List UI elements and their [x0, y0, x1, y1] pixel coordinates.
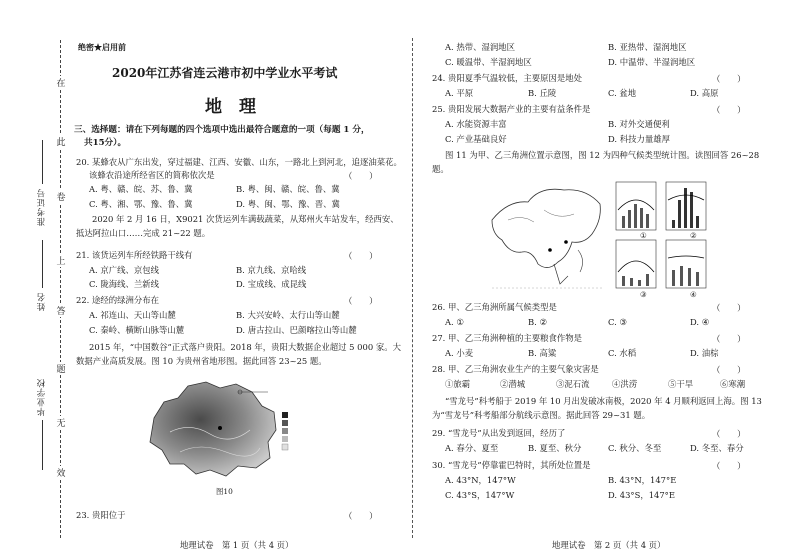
- q24-answer[interactable]: （ ）: [712, 74, 746, 84]
- climate-label-2: ②: [690, 231, 697, 240]
- q30-option-d[interactable]: D. 43°S，147°E: [608, 490, 675, 500]
- school-label: 毕业学校: [37, 378, 47, 416]
- q29-answer[interactable]: （ ）: [712, 429, 746, 439]
- q30-stem: 30. “雪龙号”停靠霍巴特时，其所处位置是: [432, 460, 591, 470]
- section-title: 三、选择题：请在下列每题的四个选项中选出最符合题意的一项（每题 1 分，: [74, 125, 370, 135]
- q27-option-b[interactable]: B. 高粱: [528, 348, 557, 358]
- q29-stem: 29. “雪龙号”从出发到返回，经历了: [432, 428, 566, 438]
- seal-char: 卷: [56, 190, 66, 203]
- q26-stem: 26. 甲、乙三角洲所属气候类型是: [432, 302, 557, 312]
- subject-title: 地 理: [205, 97, 256, 117]
- q26-answer[interactable]: （ ）: [712, 303, 746, 313]
- q20-option-a[interactable]: A. 粤、赣、皖、苏、鲁、冀: [89, 184, 193, 194]
- q24-stem: 24. 贵阳夏季气温较低，主要原因是地处: [432, 73, 582, 83]
- q23-answer[interactable]: （ ）: [344, 511, 378, 521]
- q27-option-c[interactable]: C. 水稻: [608, 348, 637, 358]
- q22-option-d[interactable]: D. 唐古拉山、巴颜喀拉山等山麓: [236, 325, 357, 335]
- q26-option-b[interactable]: B. ②: [528, 317, 547, 327]
- q25-answer[interactable]: （ ）: [712, 105, 746, 115]
- q21-stem: 21. 该货运列车所经铁路干线有: [76, 250, 193, 260]
- q30-option-b[interactable]: B. 43°N，147°E: [608, 475, 677, 485]
- q22-option-c[interactable]: C. 秦岭、横断山脉等山麓: [89, 325, 185, 335]
- exam-title: 2020年江苏省连云港市初中学业水平考试: [112, 66, 338, 80]
- q27-answer[interactable]: （ ）: [712, 334, 746, 344]
- q22-option-a[interactable]: A. 祁连山、天山等山麓: [89, 310, 176, 320]
- delta-yi-marker: [564, 240, 568, 244]
- q20-stem: 20. 某蜂农从广东出发，穿过福建、江西、安徽、山东，一路北上到河北，追逐油菜花。: [76, 157, 402, 167]
- climate-label-4: ④: [690, 290, 697, 299]
- delta-jia-marker: [548, 248, 552, 252]
- passage-2b: 数据产业高质发展。图 10 为贵州省地形图。据此回答 23~25 题。: [76, 356, 327, 366]
- q23-option-d[interactable]: D. 中温带、半湿润地区: [608, 57, 696, 67]
- q20-answer[interactable]: （ ）: [344, 171, 378, 181]
- passage-3: 图 11 为甲、乙三角洲位置示意图，图 12 为四种气候类型统计图。读图回答 26~28: [445, 150, 760, 160]
- q22-option-b[interactable]: B. 大兴安岭、太行山等山麓: [236, 310, 340, 320]
- seal-char: 无: [56, 416, 66, 429]
- q29-option-a[interactable]: A. 春分、夏至: [445, 443, 499, 453]
- passage-3b: 题。: [432, 164, 449, 174]
- q27-option-d[interactable]: D. 油棕: [690, 348, 719, 358]
- q28-option-5: ⑤干旱: [668, 379, 694, 389]
- q21-answer[interactable]: （ ）: [344, 251, 378, 261]
- q23-option-c[interactable]: C. 暖温带、半湿润地区: [445, 57, 532, 67]
- q20-option-b[interactable]: B. 粤、闽、赣、皖、鲁、冀: [236, 184, 340, 194]
- q21-option-d[interactable]: D. 宝成线、成昆线: [236, 279, 307, 289]
- page-divider: [412, 38, 413, 538]
- seal-char: 题: [56, 362, 66, 375]
- climate-label-1: ①: [640, 231, 647, 240]
- q30-option-c[interactable]: C. 43°S，147°W: [445, 490, 515, 500]
- passage-4b: 为“雪龙号”科考船部分航线示意图。据此回答 29~31 题。: [432, 410, 651, 420]
- seal-char: 此: [56, 135, 66, 148]
- name-label: 姓名: [37, 292, 47, 311]
- q24-option-c[interactable]: C. 盆地: [608, 88, 637, 98]
- q23-option-b[interactable]: B. 亚热带、湿润地区: [608, 42, 687, 52]
- page-footer-2: 地理试卷 第 2 页（共 4 页）: [552, 540, 666, 550]
- q28-stem: 28. 甲、乙三角洲农业生产的主要气象灾害是: [432, 364, 599, 374]
- passage-1b: 抵达阿拉山口……完成 21~22 题。: [76, 228, 211, 238]
- passage-4: “雪龙号”科考船于 2019 年 10 月出发破冰南极，2020 年 4 月顺利返回上海。图 13: [445, 396, 762, 406]
- q28-option-2: ②潜城: [500, 379, 526, 389]
- guizhou-terrain-map: [140, 372, 300, 484]
- page-footer-1: 地理试卷 第 1 页（共 4 页）: [180, 540, 294, 550]
- q27-stem: 27. 甲、乙三角洲种植的主要粮食作物是: [432, 333, 582, 343]
- q25-option-c[interactable]: C. 产业基础良好: [445, 134, 507, 144]
- q23-stem: 23. 贵阳位于: [76, 510, 126, 520]
- q20-option-d[interactable]: D. 粤、闽、鄂、豫、晋、冀: [236, 199, 340, 209]
- q24-option-a[interactable]: A. 平原: [445, 88, 474, 98]
- q21-option-b[interactable]: B. 京九线、京哈线: [236, 265, 307, 275]
- seal-char: 上: [56, 254, 66, 267]
- q29-option-b[interactable]: B. 夏至、秋分: [528, 443, 582, 453]
- q30-option-a[interactable]: A. 43°N，147°W: [445, 475, 516, 485]
- q24-option-d[interactable]: D. 高原: [690, 88, 719, 98]
- binding-line: [60, 40, 61, 538]
- ticket-number-line[interactable]: [42, 140, 43, 184]
- q25-option-b[interactable]: B. 对外交通便利: [608, 119, 670, 129]
- q22-stem: 22. 途经的绿洲分布在: [76, 295, 159, 305]
- q23-option-a[interactable]: A. 热带、湿润地区: [445, 42, 515, 52]
- q28-option-4: ④洪涝: [612, 379, 638, 389]
- delta-location-map: [488, 180, 606, 292]
- q24-option-b[interactable]: B. 丘陵: [528, 88, 557, 98]
- section-title-2: 共15分）。: [84, 138, 127, 148]
- q21-option-a[interactable]: A. 京广线、京包线: [89, 265, 159, 275]
- ticket-number-label: 准考证号: [37, 188, 47, 226]
- q25-option-a[interactable]: A. 水能资源丰富: [445, 119, 507, 129]
- q29-option-c[interactable]: C. 秋分、冬至: [608, 443, 662, 453]
- q20-stem-2: 该蜂农沿途所经省区的简称依次是: [89, 170, 215, 180]
- guiyang-marker: [218, 426, 222, 430]
- seal-char: 效: [56, 466, 66, 479]
- secret-mark: 绝密★启用前: [78, 42, 126, 52]
- q21-option-c[interactable]: C. 陇海线、兰新线: [89, 279, 160, 289]
- school-line[interactable]: [42, 420, 43, 470]
- map-caption: 图10: [216, 487, 233, 496]
- climate-label-3: ③: [640, 290, 647, 299]
- q25-stem: 25. 贵阳发展大数据产业的主要有益条件是: [432, 104, 591, 114]
- climate-charts: [612, 180, 712, 292]
- seal-char: 答: [56, 304, 66, 317]
- q28-option-6: ⑥寒潮: [720, 379, 746, 389]
- q22-answer[interactable]: （ ）: [344, 296, 378, 306]
- name-line[interactable]: [42, 240, 43, 288]
- seal-char: 在: [56, 76, 66, 89]
- q27-option-a[interactable]: A. 小麦: [445, 348, 474, 358]
- passage-2: 2015 年，“中国数谷”正式落户贵阳。2018 年，贵阳大数据企业超过 5 000 家。大: [89, 342, 401, 352]
- q28-option-3: ③泥石流: [556, 379, 590, 389]
- q30-answer[interactable]: （ ）: [712, 461, 746, 471]
- q26-option-d[interactable]: D. ④: [690, 317, 710, 327]
- q20-option-c[interactable]: C. 粤、湘、鄂、豫、鲁、冀: [89, 199, 193, 209]
- q26-option-c[interactable]: C. ③: [608, 317, 627, 327]
- q28-answer[interactable]: （ ）: [712, 365, 746, 375]
- q29-option-d[interactable]: D. 冬至、春分: [690, 443, 744, 453]
- passage-1: 2020 年 2 月 16 日，X9021 次货运列车满载蔬菜，从郑州火车站发车，经西安、: [92, 214, 399, 224]
- q26-option-a[interactable]: A. ①: [445, 317, 464, 327]
- q25-option-d[interactable]: D. 科技力量雄厚: [608, 134, 670, 144]
- q28-option-1: ①旅霸: [445, 379, 471, 389]
